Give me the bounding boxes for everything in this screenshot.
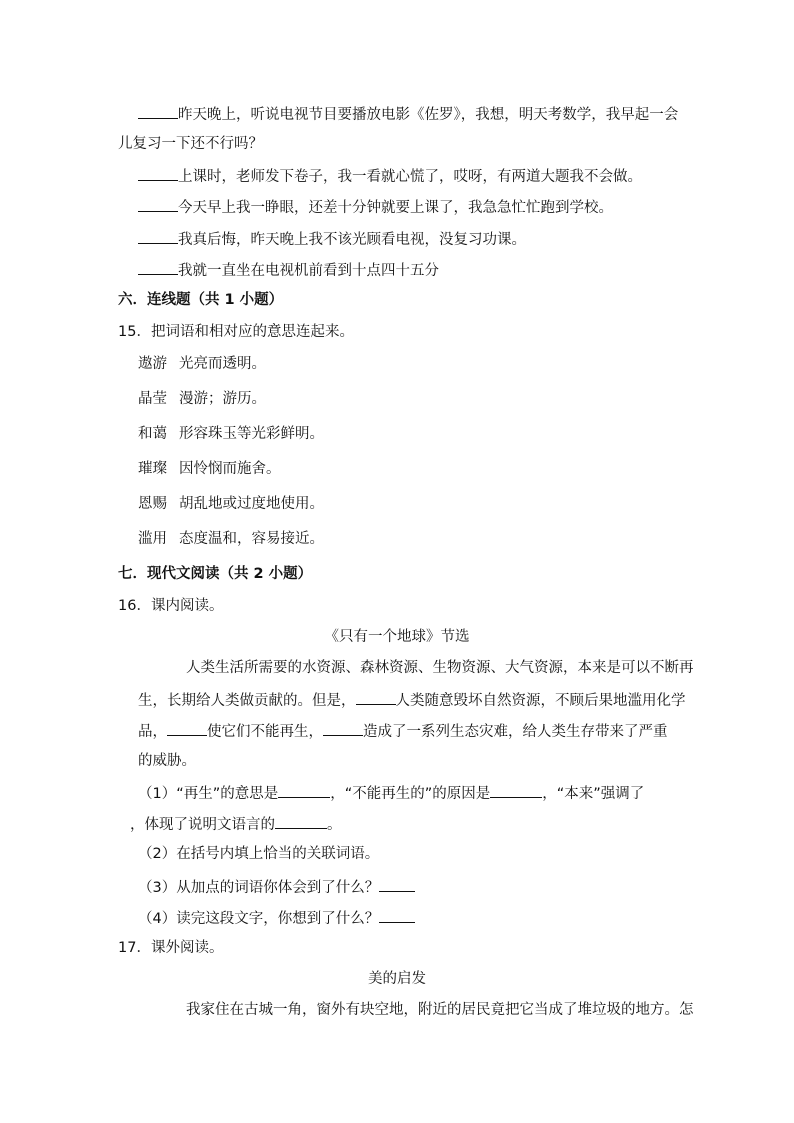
question-16: 16．课内阅读。 [118,598,224,614]
match-word[interactable]: 璀璨 [138,461,167,477]
answer-blank[interactable] [138,259,178,275]
sub-question-1: （1）“再生”的意思是 ，“不能再生的”的原因是 ，“本来”强调了 [138,782,644,804]
sort-item-1: 昨天晚上，听说电视节目要播放电影《佐罗》，我想，明天考数学，我早起一会 [138,103,678,125]
match-meaning[interactable]: 胡乱地或过度地使用。 [179,496,324,512]
match-row-6 [138,529,324,549]
match-row-1 [138,354,266,374]
match-meaning[interactable]: 漫游；游历。 [179,391,266,407]
sort-item-1-cont: 儿复习一下还不行吗？ [118,136,263,152]
passage-16-line-3: 品， 使它们不能再生， 造成了一系列生态灾难，给人类生存带来了严重 [138,720,668,742]
answer-blank[interactable] [138,228,178,244]
match-row-5 [138,494,324,514]
answer-blank[interactable] [167,720,207,736]
match-meaning[interactable]: 光亮而透明。 [179,356,266,372]
passage-17-line-1: 我家住在古城一角，窗外有块空地，附近的居民竟把它当成了堆垃圾的地方。怎 [186,1002,694,1018]
match-row-2 [138,389,266,409]
answer-blank[interactable] [138,196,178,212]
answer-blank[interactable] [275,813,327,829]
match-row-4 [138,459,281,479]
match-word[interactable]: 遨游 [138,356,167,372]
passage-16-title: 《只有一个地球》节选 [324,629,470,645]
sort-item-5: 我就一直坐在电视机前看到十点四十五分 [138,259,439,281]
match-meaning[interactable]: 因怜悯而施舍。 [179,461,281,477]
passage-16-line-1: 人类生活所需要的水资源、森林资源、生物资源、大气资源，本来是可以不断再 [186,660,694,676]
answer-blank[interactable] [356,689,396,705]
sub-question-2: （2）在括号内填上恰当的关联词语。 [138,846,380,862]
sub-question-1-cont: ，体现了说明文语言的 。 [130,813,342,835]
answer-blank[interactable] [138,165,178,181]
passage-16-line-4: 的威胁。 [138,753,196,769]
match-meaning[interactable]: 形容珠玉等光彩鲜明。 [179,426,324,442]
match-word[interactable]: 恩赐 [138,496,167,512]
answer-blank[interactable] [379,907,415,923]
answer-blank[interactable] [278,782,330,798]
passage-17-title: 美的启发 [368,971,426,987]
match-word[interactable]: 滥用 [138,531,167,547]
sub-question-4: （4）读完这段文字，你想到了什么？ [138,907,415,929]
passage-16-line-2: 生，长期给人类做贡献的。但是， 人类随意毁坏自然资源，不顾后果地滥用化学 [138,689,686,711]
match-word[interactable]: 和蔼 [138,426,167,442]
answer-blank[interactable] [323,720,363,736]
sort-item-2: 上课时，老师发下卷子，我一看就心慌了，哎呀，有两道大题我不会做。 [138,165,642,187]
section-6-heading: 六．连线题（共 1 小题） [118,292,284,308]
match-word[interactable]: 晶莹 [138,391,167,407]
answer-blank[interactable] [490,782,542,798]
sub-question-3: （3）从加点的词语你体会到了什么？ [138,876,415,898]
section-7-heading: 七．现代文阅读（共 2 小题） [118,566,313,582]
question-17: 17．课外阅读。 [118,940,224,956]
match-row-3 [138,424,324,444]
question-15: 15．把词语和相对应的意思连起来。 [118,324,354,340]
sort-item-3: 今天早上我一睁眼，还差十分钟就要上课了，我急急忙忙跑到学校。 [138,196,613,218]
match-meaning[interactable]: 态度温和，容易接近。 [179,531,324,547]
answer-blank[interactable] [138,103,178,119]
answer-blank[interactable] [379,876,415,892]
sort-item-4: 我真后悔，昨天晚上我不该光顾看电视，没复习功课。 [138,228,526,250]
